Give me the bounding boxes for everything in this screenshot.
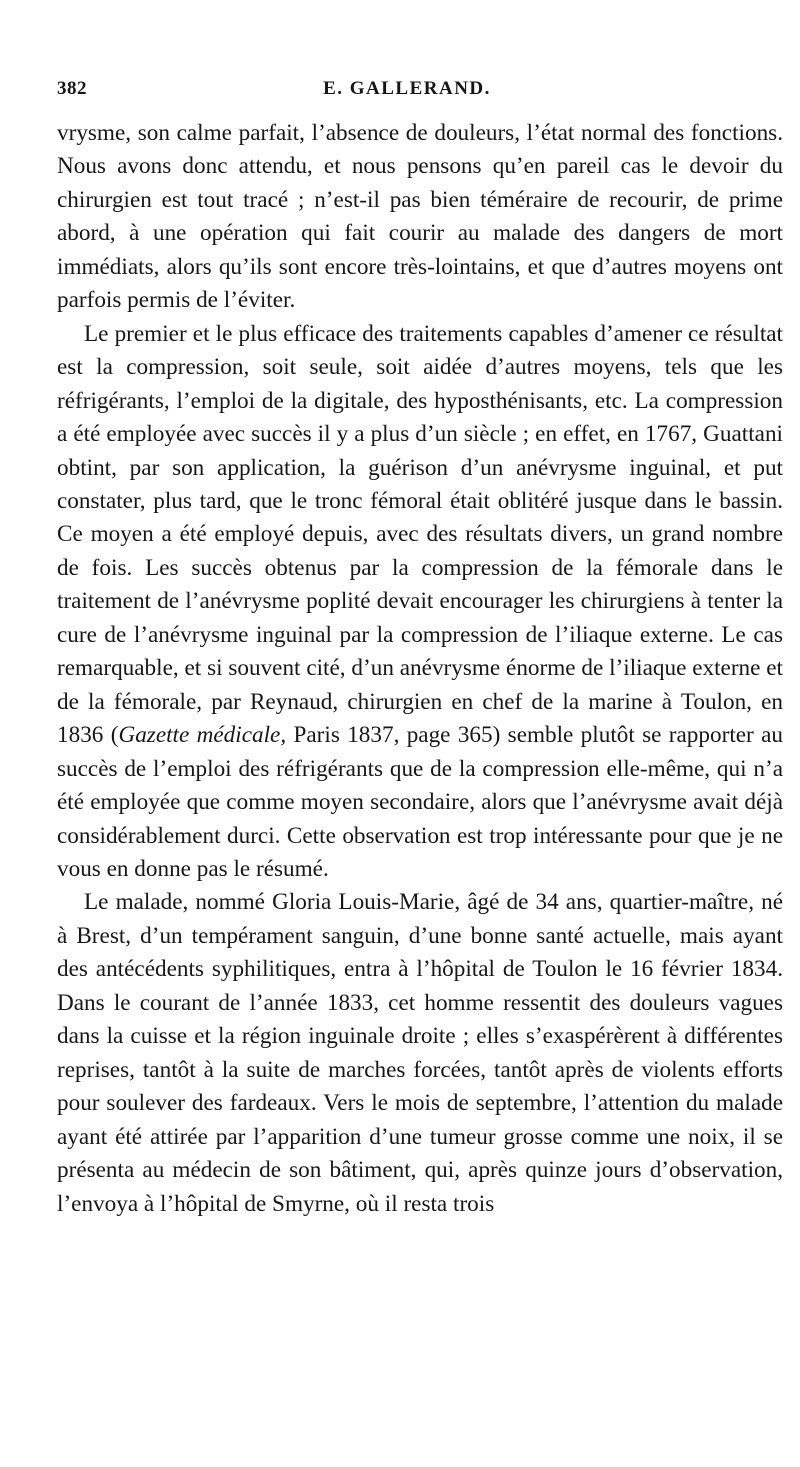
- paragraph-compression: [57, 318, 783, 887]
- page-number: 382: [57, 78, 87, 99]
- paragraph-continuation: vrysme, son calme parfait, l’absence de douleurs, l’état normal des fonctions. Nous avons donc attendu, et nous pensons qu’en pareil cas le devoir du chirurgien est tout tracé ; n’est-il pas bien téméraire de recourir, de prime abord, à une opération qui fait courir au malade des dangers de mort immédiats, alors qu’ils sont encore très-lointains, et que d’autres moyens ont parfois permis de l’éviter.: [57, 120, 783, 314]
- paragraph-text: Le premier et le plus efficace des traitements capables d’amener ce résultat est la compression, soit seule, soit aidée d’autres moyens, tels que les réfrigérants, l’emploi de la digitale, des hyposthénisants, etc. La compression a été employée avec succès il y a plus d’un siècle ; en effet, en 1767, Guattani obtint, par son application, la guérison d’un anévrysme inguinal, et put constater, plus tard, que le tronc fémoral était oblitéré jusque dans le bassin. Ce moyen a été employé depuis, avec des résultats divers, un grand nombre de fois. Les succès obtenus par la compression de la fémorale dans le traitement de l’anévrysme poplité devait encourager les chirurgiens à tenter la cure de l’anévrysme inguinal par la compression de l’iliaque externe. Le cas remarquable, et si souvent cité, d’un anévrysme énorme de l’iliaque externe et de la fémorale, par Reynaud, chirurgien en chef de la marine à Toulon, en 1836 (: [57, 320, 783, 749]
- running-head-author: E. GALLERAND.: [323, 78, 491, 99]
- body-text: [57, 117, 783, 1221]
- paragraph-text: Paris 1837, page 365) semble plutôt se rapporter au succès de l’emploi des réfrigérants que de la compression elle-même, qui n’a été employée que comme moyen secondaire, alors que l’anévrysme avait déjà considérablement durci. Cette observation est trop intéressante pour que je ne vous en donne pas le résumé.: [57, 722, 783, 882]
- journal-title: Gazette médicale,: [118, 722, 287, 749]
- running-head: [57, 78, 757, 106]
- paragraph-case-report: Le malade, nommé Gloria Louis-Marie, âgé de 34 ans, quartier-maître, né à Brest, d’un tempérament sanguin, d’une bonne santé actuelle, mais ayant des antécédents syphilitiques, entra à l’hôpital de Toulon le 16 février 1834. Dans le courant de l’année 1833, cet homme ressentit des douleurs vagues dans la cuisse et la région inguinale droite ; elles s’exaspérèrent à différentes reprises, tantôt à la suite de marches forcées, tantôt après de violents efforts pour soulever des fardeaux. Vers le mois de septembre, l’attention du malade ayant été attirée par l’apparition d’une tumeur grosse comme une noix, il se présenta au médecin de son bâtiment, qui, après quinze jours d’observation, l’envoya à l’hôpital de Smyrne, où il resta trois: [57, 889, 783, 1217]
